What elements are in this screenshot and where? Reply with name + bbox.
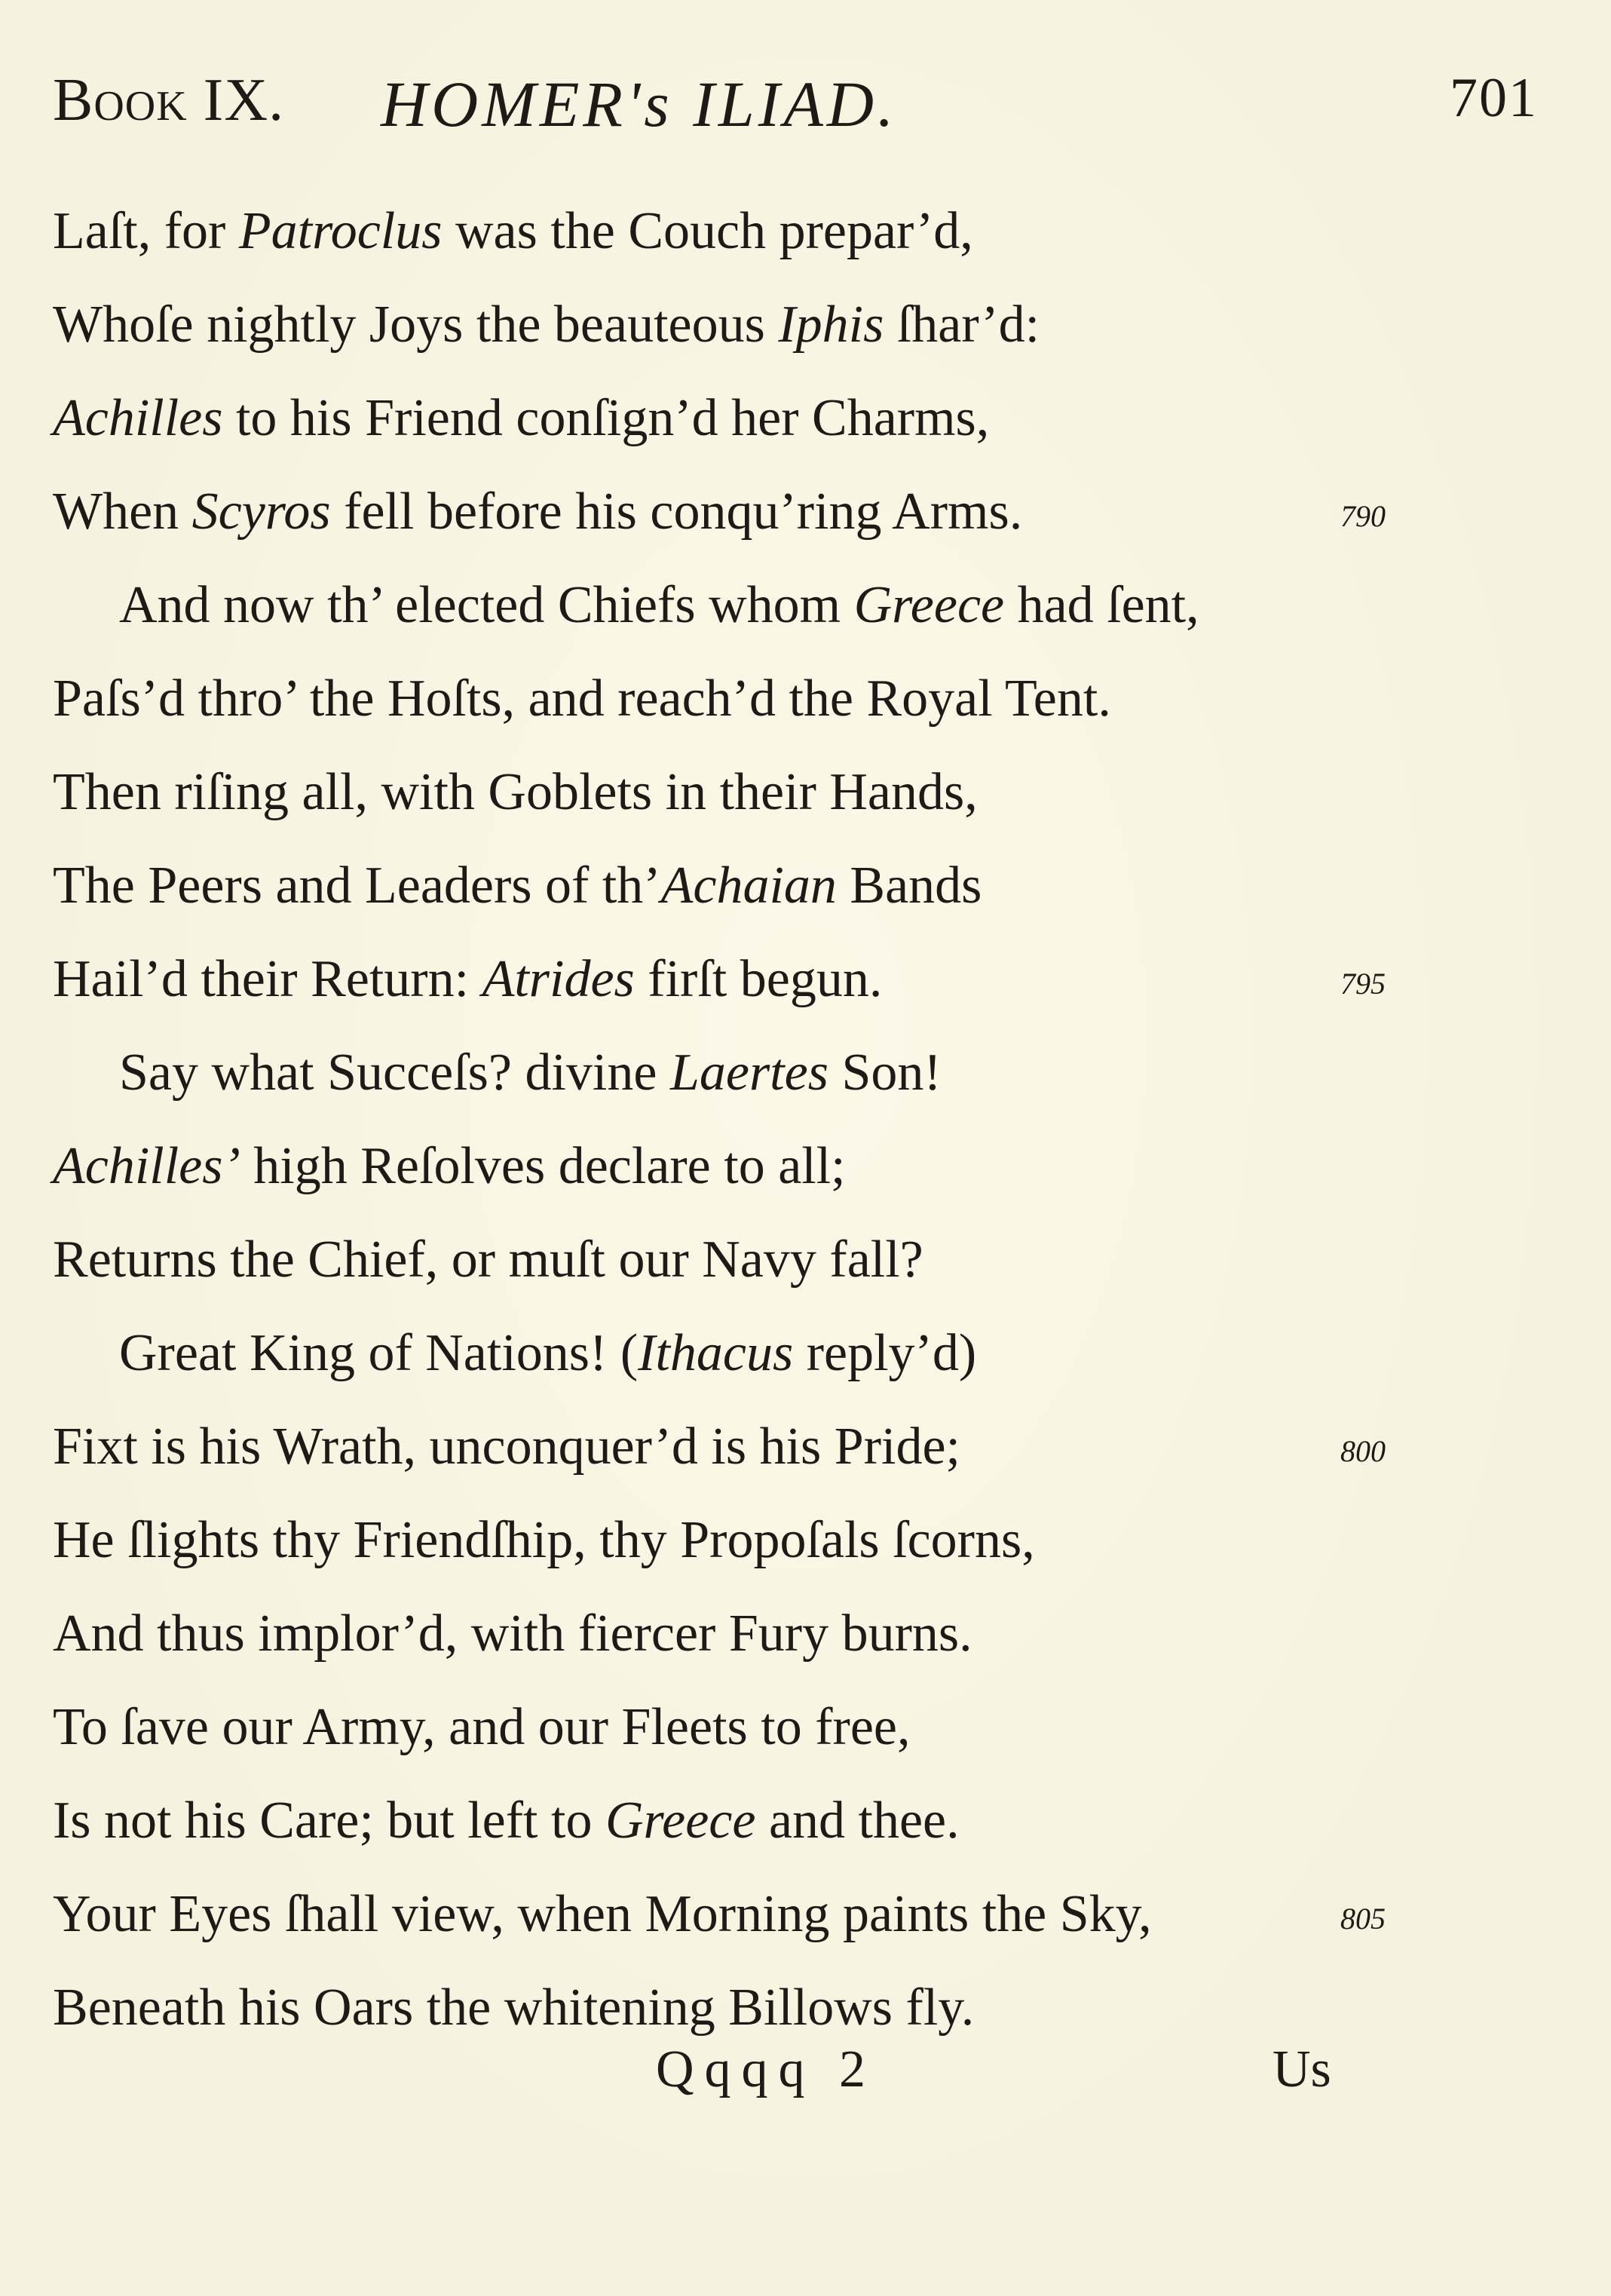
verse-segment: Say what Succeſs? divine [119, 1044, 670, 1102]
verse-segment: ſhar’d: [884, 296, 1040, 354]
italic-name: Scyros [191, 483, 331, 541]
running-header [53, 66, 1538, 149]
italic-name: Laertes [669, 1044, 828, 1102]
verse-text [53, 1231, 923, 1289]
verse-line [53, 839, 1410, 933]
verse-line [53, 1494, 1410, 1587]
italic-name: Achilles’ [53, 1137, 240, 1195]
verse-segment: fell before his conqu’ring Arms. [330, 483, 1023, 541]
verse-segment: When [53, 483, 192, 541]
verse-line [53, 652, 1410, 746]
verse-segment: Your Eyes ſhall view, when Morning paints the Sky, [53, 1885, 1152, 1943]
verse-text [119, 1324, 976, 1382]
running-title: HOMER's ILIAD. [381, 68, 898, 140]
verse-line [53, 1681, 1410, 1774]
verse-line [53, 1868, 1410, 1961]
italic-name: Achaian [660, 857, 837, 915]
verse-line [53, 746, 1410, 839]
italic-name: Patroclus [238, 202, 443, 260]
verse-line [53, 465, 1410, 559]
book-label: Book IX. [53, 67, 285, 133]
verse-segment: The Peers and Leaders of th’ [53, 857, 661, 915]
italic-name: Achilles [53, 389, 223, 447]
verse-line [53, 1307, 1410, 1400]
verse-text [53, 763, 978, 821]
verse-text [53, 950, 882, 1008]
verse-line [53, 1774, 1410, 1868]
page-number: 701 [1450, 67, 1538, 129]
verse-text [53, 483, 1022, 541]
verse-segment: Beneath his Oars the whitening Billows fly. [53, 1979, 975, 2037]
verse-text [53, 1605, 972, 1663]
verse-segment: Son! [828, 1044, 942, 1102]
verse-segment: Hail’d their Return: [53, 950, 482, 1008]
verse-line [53, 1213, 1410, 1307]
verse-segment: He ſlights thy Friendſhip, thy Propoſals ſcorns, [53, 1511, 1035, 1569]
verse-segment: Then riſing all, with Goblets in their Hands, [53, 763, 978, 821]
verse-line [53, 933, 1410, 1026]
verse-segment: Fixt is his Wrath, unconquer’d is his Pride; [53, 1418, 960, 1476]
verse-text [53, 1979, 974, 2037]
verse-line [53, 185, 1410, 278]
verse-line [53, 1400, 1410, 1494]
catchword: Us [1273, 2040, 1331, 2098]
verse-text [53, 670, 1111, 728]
verse-segment: Returns the Chief, or muſt our Navy fall? [53, 1231, 923, 1289]
italic-name: Ithacus [638, 1324, 794, 1382]
verse-segment: Bands [836, 857, 982, 915]
italic-name: Greece [853, 576, 1005, 634]
verse-segment: Whoſe nightly Joys the beauteous [53, 296, 779, 354]
verse-line [53, 1120, 1410, 1213]
verse-text [53, 1418, 960, 1476]
verse-text [53, 389, 989, 447]
verse-text [53, 202, 973, 260]
line-number: 805 [1340, 1902, 1386, 1936]
verse-segment: firſt begun. [634, 950, 883, 1008]
verse-segment: To ſave our Army, and our Fleets to free, [53, 1698, 911, 1756]
verse-line [53, 559, 1410, 652]
italic-name: Atrides [482, 950, 635, 1008]
verse-text [53, 1792, 960, 1850]
verse-line [53, 372, 1410, 465]
verse-text [53, 1137, 846, 1195]
verse-text [53, 1698, 910, 1756]
line-number: 790 [1340, 499, 1386, 533]
verse-text [119, 1044, 942, 1102]
verse-segment: And now th’ elected Chiefs whom [119, 576, 854, 634]
verse-block [53, 185, 1410, 2055]
verse-segment: and thee. [755, 1792, 960, 1850]
verse-text [53, 1885, 1152, 1943]
verse-segment: Paſs’d thro’ the Hoſts, and reach’d the Royal Tent. [53, 670, 1111, 728]
verse-segment: Laſt, for [53, 202, 239, 260]
verse-segment: had ſent, [1004, 576, 1199, 634]
italic-name: Greece [605, 1792, 756, 1850]
verse-segment: And thus implor’d, with fiercer Fury burns. [53, 1605, 972, 1663]
italic-name: Iphis [778, 296, 884, 354]
line-number: 795 [1340, 967, 1386, 1001]
line-number: 800 [1340, 1434, 1386, 1468]
verse-segment: was the Couch prepar’d, [442, 202, 973, 260]
verse-line [53, 278, 1410, 372]
page-footer [53, 2040, 1410, 2123]
verse-text [53, 857, 982, 915]
verse-text [53, 1511, 1035, 1569]
verse-segment: to his Friend conſign’d her Charms, [222, 389, 990, 447]
verse-text [119, 576, 1199, 634]
verse-text [53, 296, 1040, 354]
verse-segment: Great King of Nations! ( [119, 1324, 639, 1382]
verse-line [53, 1587, 1410, 1681]
verse-segment: Is not his Care; but left to [53, 1792, 605, 1850]
signature-mark: Qqqq 2 [656, 2040, 877, 2098]
verse-segment: reply’d) [793, 1324, 977, 1382]
verse-segment: high Reſolves declare to all; [240, 1137, 846, 1195]
verse-line [53, 1026, 1410, 1120]
